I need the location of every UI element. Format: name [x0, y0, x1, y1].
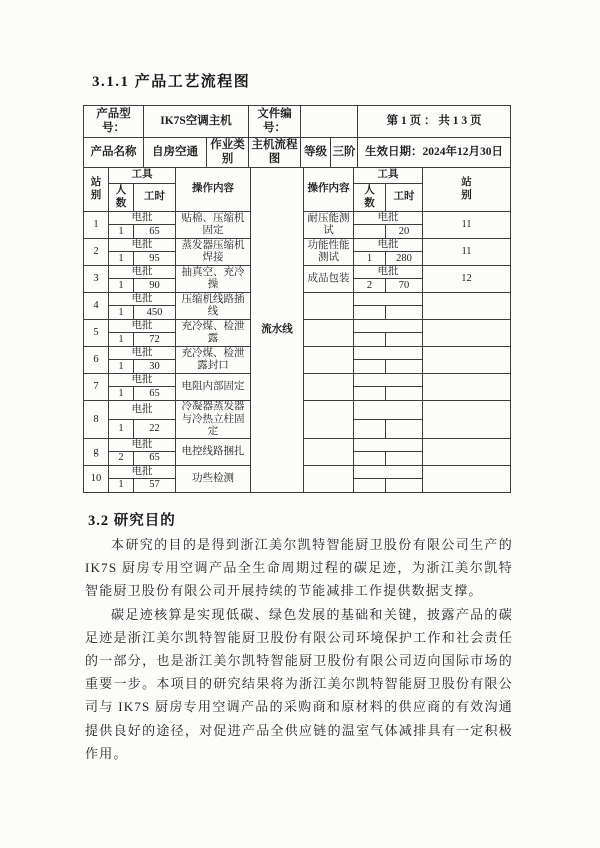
- people-cell: 2: [109, 451, 134, 465]
- hours-cell: [386, 360, 423, 374]
- product-name-label: 产品名称: [84, 138, 144, 168]
- station-cell: [423, 438, 511, 465]
- hours-cell: 22: [134, 419, 176, 438]
- flow-line-column: [251, 168, 304, 493]
- tool-cell: 电批: [109, 293, 176, 306]
- operation-cell: [304, 374, 354, 401]
- tool-cell: 电批: [109, 320, 176, 333]
- product-model-label: 产品型号：: [84, 106, 144, 138]
- col-header-people-right: [354, 184, 386, 212]
- people-cell: 1: [354, 252, 386, 266]
- operation-cell: [304, 347, 354, 374]
- people-cell: 1: [109, 279, 134, 293]
- tool-cell: 电批: [109, 347, 176, 360]
- tool-cell: 电批: [109, 465, 176, 478]
- people-cell: [354, 451, 386, 465]
- hours-cell: 90: [134, 279, 176, 293]
- operation-cell: 成品包装: [304, 266, 354, 293]
- hours-cell: 65: [134, 451, 176, 465]
- tool-cell: 电批: [109, 239, 176, 252]
- tool-cell: 电批: [109, 266, 176, 279]
- operation-cell: 充冷煤、检泄露: [176, 320, 251, 347]
- hours-cell: 30: [134, 360, 176, 374]
- doc-no-value: [301, 106, 358, 138]
- people-cell: 1: [109, 360, 134, 374]
- hours-cell: [386, 478, 423, 492]
- hours-cell: [386, 419, 423, 438]
- doc-no-label: 文件编号：: [249, 106, 301, 138]
- people-cell: 1: [109, 306, 134, 320]
- people-cell: 1: [109, 225, 134, 239]
- tool-cell: [354, 374, 423, 387]
- station-cell: 10: [84, 465, 109, 492]
- station-cell: 7: [84, 374, 109, 401]
- people-cell: 1: [109, 419, 134, 438]
- station-cell: g: [84, 438, 109, 465]
- station-cell: 2: [84, 239, 109, 266]
- col-header-tool-left: 工具: [109, 168, 176, 184]
- operation-cell: 抽真空、充冷操: [176, 266, 251, 293]
- station-cell: [423, 320, 511, 347]
- operation-cell: 功些检测: [176, 465, 251, 492]
- people-cell: 1: [109, 252, 134, 266]
- tool-cell: [354, 320, 423, 333]
- level-value: 三阶: [331, 138, 358, 168]
- people-cell: 1: [109, 387, 134, 401]
- operation-cell: [304, 465, 354, 492]
- hours-cell: [386, 387, 423, 401]
- job-type-value: 主机流程图: [249, 138, 301, 168]
- people-header-label: 人数: [364, 184, 375, 209]
- people-cell: [354, 478, 386, 492]
- product-model-value: IK7S空调主机: [144, 106, 249, 138]
- tool-cell: 电批: [109, 401, 176, 419]
- station-cell: 8: [84, 401, 109, 438]
- table-row: [84, 138, 511, 168]
- tool-cell: [354, 465, 423, 478]
- tool-cell: 电批: [109, 212, 176, 225]
- station-cell: 3: [84, 266, 109, 293]
- tool-cell: [354, 293, 423, 306]
- operation-cell: 电阻内部固定: [176, 374, 251, 401]
- col-header-station-left: [84, 168, 109, 212]
- col-header-station-right: [423, 168, 511, 212]
- operation-cell: [304, 438, 354, 465]
- station-cell: [423, 374, 511, 401]
- paragraph-1: 本研究的目的是得到浙江美尔凯特智能厨卫股份有限公司生产的 IK7S 厨房专用空调产品全生命周期过程的碳足迹，为浙江美尔凯特智能厨卫股份有限公司开展持续的节能减排工作提供数据支撑。: [85, 537, 513, 599]
- col-header-tool-right: 工具: [354, 168, 423, 184]
- people-header-label: 人数: [115, 184, 127, 209]
- operation-cell: 冷凝器蒸发器与冷热立柱固定: [176, 401, 251, 438]
- process-flow-table: [83, 105, 512, 493]
- people-cell: [354, 333, 386, 347]
- table-row: [84, 168, 511, 184]
- col-header-hours-left: 工时: [134, 184, 176, 212]
- operation-cell: 贴棉、压缩机固定: [176, 212, 251, 239]
- section-heading-2: 3.2 研究目的: [88, 513, 176, 529]
- level-label: 等级: [301, 138, 331, 168]
- station-cell: 1: [84, 212, 109, 239]
- col-header-hours-right: 工时: [386, 184, 423, 212]
- hours-cell: 95: [134, 252, 176, 266]
- station-cell: 5: [84, 320, 109, 347]
- body-text: [85, 533, 513, 765]
- station-cell: [423, 465, 511, 492]
- people-cell: [354, 419, 386, 438]
- operation-cell: [304, 293, 354, 320]
- tool-cell: 电批: [354, 239, 423, 252]
- col-header-operation-left: 操作内容: [176, 168, 251, 212]
- station-cell: 12: [423, 266, 511, 293]
- tool-cell: 电批: [109, 374, 176, 387]
- station-cell: [423, 401, 511, 438]
- tool-cell: [354, 347, 423, 360]
- hours-cell: 72: [134, 333, 176, 347]
- station-cell: 11: [423, 212, 511, 239]
- effective-date: 生效日期：2024年12月30日: [358, 138, 511, 168]
- hours-cell: [386, 333, 423, 347]
- tool-cell: [354, 438, 423, 451]
- tool-cell: 电批: [354, 266, 423, 279]
- hours-cell: [386, 451, 423, 465]
- people-cell: [354, 360, 386, 374]
- section-heading-1: 3.1.1 产品工艺流程图: [92, 74, 251, 90]
- hours-cell: 450: [134, 306, 176, 320]
- people-cell: [354, 387, 386, 401]
- people-cell: 1: [109, 333, 134, 347]
- operation-cell: 充冷煤、检泄露封口: [176, 347, 251, 374]
- paragraph-2: 碳足迹核算是实现低碳、绿色发展的基础和关键，披露产品的碳足迹是浙江美尔凯特智能厨卫股份有限公司环境保护工作和社会责任的一部分，也是浙江美尔凯特智能厨卫股份有限公司迈向国际市场的重要一步。本项目的研究结果将为浙江美尔凯特智能厨卫股份有限公司与 IK7S 厨房专用空调产品的采购商和原材料的供应商的有效沟通提供良好的途径，对促进产品全供应链的温室气体减排具有一定积极作用。: [85, 606, 513, 761]
- table-header-block: [83, 105, 511, 168]
- operation-cell: 电控线路捆扎: [176, 438, 251, 465]
- product-name-value: 自房空通: [144, 138, 207, 168]
- people-cell: [354, 306, 386, 320]
- people-cell: 2: [354, 279, 386, 293]
- operation-cell: [304, 320, 354, 347]
- operation-cell: 功能性能测试: [304, 239, 354, 266]
- hours-cell: 70: [386, 279, 423, 293]
- station-header-label: 站别: [90, 176, 102, 201]
- station-cell: 4: [84, 293, 109, 320]
- hours-cell: [386, 306, 423, 320]
- table-body-block: [83, 167, 511, 493]
- col-header-people-left: [109, 184, 134, 212]
- people-cell: [354, 225, 386, 239]
- hours-cell: 65: [134, 225, 176, 239]
- station-cell: 6: [84, 347, 109, 374]
- operation-cell: 压缩机线路插线: [176, 293, 251, 320]
- people-cell: 1: [109, 478, 134, 492]
- station-cell: 11: [423, 239, 511, 266]
- hours-cell: 20: [386, 225, 423, 239]
- station-cell: [423, 347, 511, 374]
- tool-cell: 电批: [354, 212, 423, 225]
- page-info: 第 1 页 ： 共 1 3 页: [358, 106, 511, 138]
- operation-cell: 蒸发器压缩机焊接: [176, 239, 251, 266]
- operation-cell: 耐压能测试: [304, 212, 354, 239]
- hours-cell: 280: [386, 252, 423, 266]
- hours-cell: 57: [134, 478, 176, 492]
- flow-line-label: 流水线: [261, 323, 293, 335]
- operation-cell: [304, 401, 354, 438]
- table-row: [84, 106, 511, 138]
- station-header-label: 站别: [461, 176, 472, 201]
- tool-cell: [354, 401, 423, 419]
- station-cell: [423, 293, 511, 320]
- col-header-operation-right: 操作内容: [304, 168, 354, 212]
- tool-cell: 电批: [109, 438, 176, 451]
- hours-cell: 65: [134, 387, 176, 401]
- job-type-label: 作业类别: [207, 138, 249, 168]
